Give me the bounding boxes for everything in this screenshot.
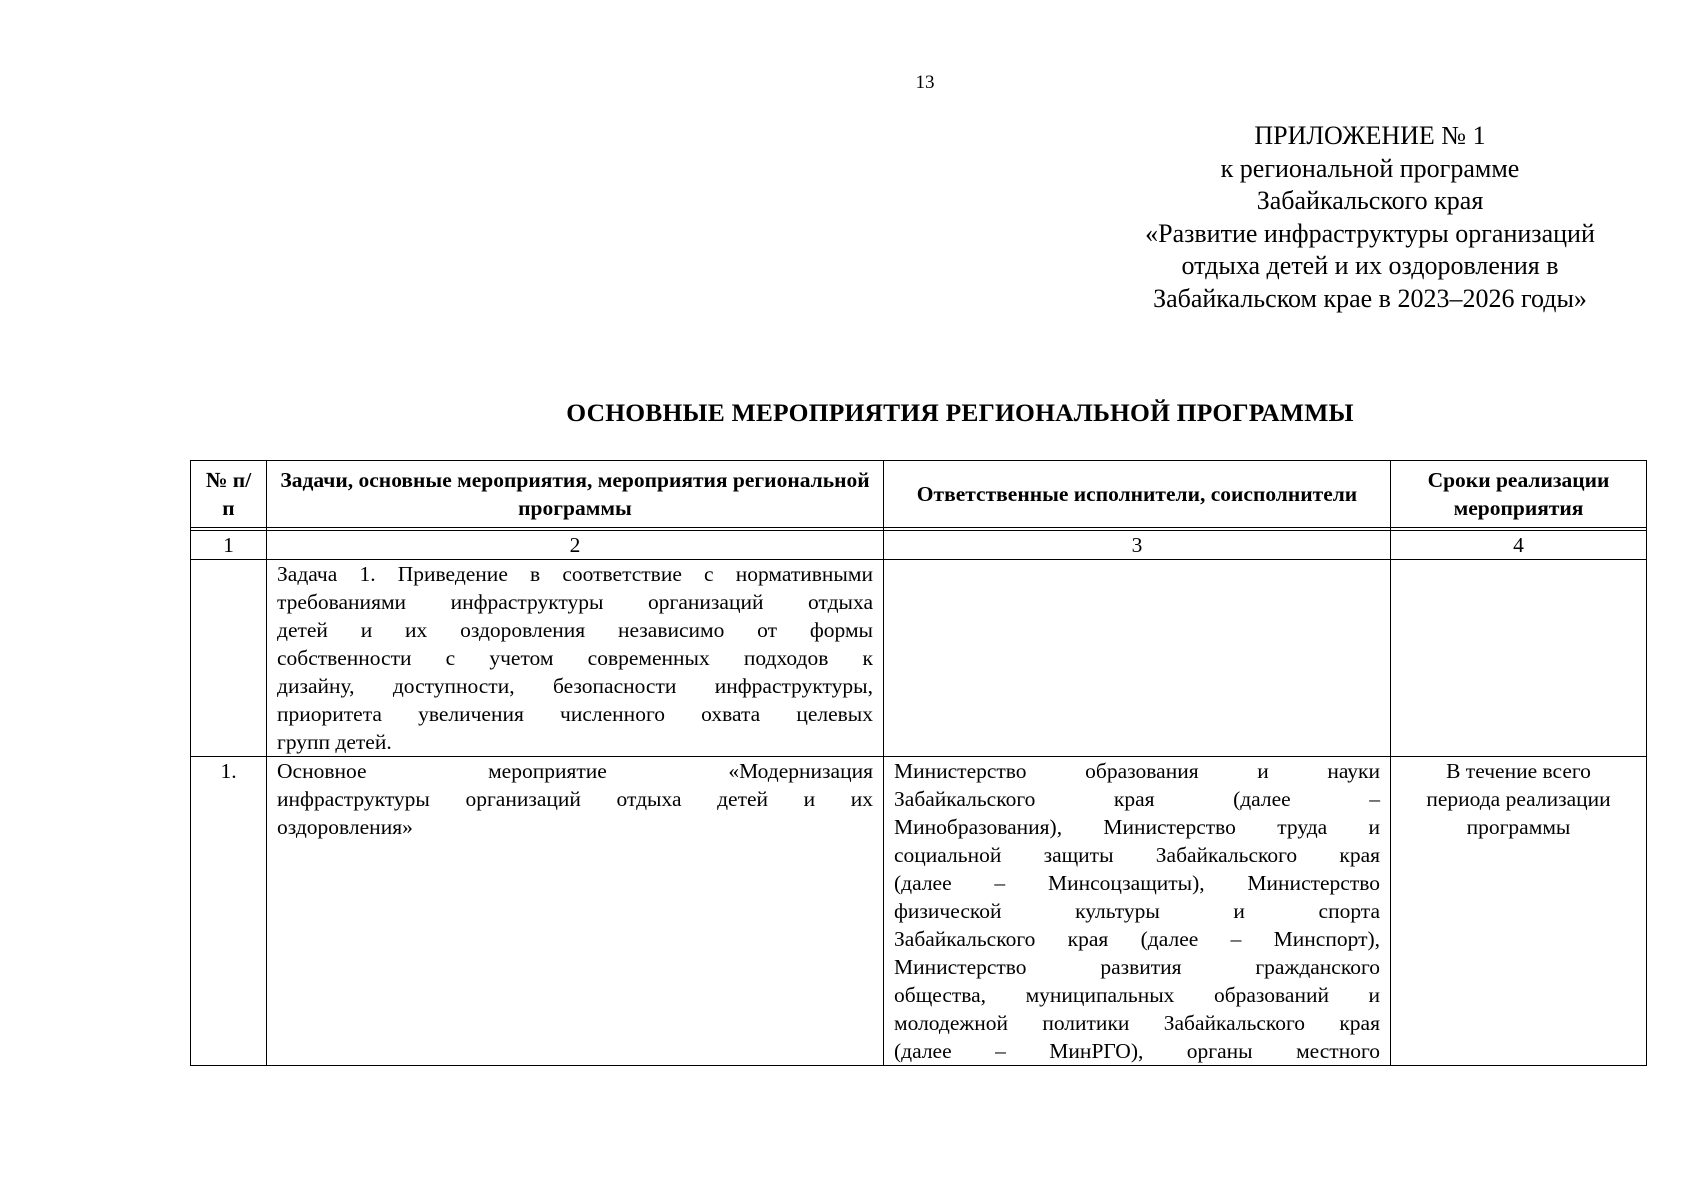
- task-line: требованиями инфраструктуры организаций отдыха: [277, 590, 873, 614]
- measure-description: [267, 757, 884, 1066]
- terms-line: В течение всего: [1446, 759, 1591, 783]
- executors-line: социальной защиты Забайкальского края: [894, 843, 1380, 867]
- table-row: [191, 560, 1647, 757]
- executors-line: Министерство образования и науки: [894, 759, 1380, 783]
- column-number: 3: [884, 531, 1391, 560]
- executors-line: молодежной политики Забайкальского края: [894, 1011, 1380, 1035]
- task-line: детей и их оздоровления независимо от формы: [277, 618, 873, 642]
- appendix-line: ПРИЛОЖЕНИЕ № 1: [1254, 121, 1486, 150]
- appendix-line: «Развитие инфраструктуры организаций: [1145, 218, 1595, 248]
- task-executors: [884, 560, 1391, 757]
- column-number: 2: [267, 531, 884, 560]
- row-num: [191, 560, 267, 757]
- measure-line: инфраструктуры организаций отдыха детей и их: [277, 787, 873, 811]
- executors-line: физической культуры и спорта: [894, 899, 1380, 923]
- terms-line: программы: [1466, 815, 1571, 839]
- column-number: 1: [191, 531, 267, 560]
- header-terms: Сроки реализации мероприятия: [1391, 461, 1647, 528]
- terms-line: периода реализации: [1426, 787, 1611, 811]
- task-line: дизайну, доступности, безопасности инфраструктуры,: [277, 674, 873, 698]
- task-line: групп детей.: [277, 730, 392, 754]
- table-header-row: [191, 461, 1647, 528]
- measure-executors: [884, 757, 1391, 1066]
- appendix-line: к региональной программе: [1220, 153, 1520, 183]
- appendix-header: [1130, 120, 1610, 315]
- measures-table: [190, 460, 1647, 1066]
- measure-line: оздоровления»: [277, 815, 413, 839]
- column-numbers-row: [191, 531, 1647, 560]
- measure-line: Основное мероприятие «Модернизация: [277, 759, 873, 783]
- executors-line: общества, муниципальных образований и: [894, 983, 1380, 1007]
- row-num: 1.: [191, 757, 267, 1066]
- document-title: ОСНОВНЫЕ МЕРОПРИЯТИЯ РЕГИОНАЛЬНОЙ ПРОГРАММЫ: [566, 398, 1354, 427]
- header-executors: Ответственные исполнители, соисполнители: [884, 461, 1391, 528]
- appendix-line: отдыха детей и их оздоровления в: [1181, 251, 1559, 280]
- appendix-line: Забайкальского края: [1256, 186, 1484, 215]
- header-num: № п/п: [191, 461, 267, 528]
- executors-line: Забайкальского края (далее –: [894, 787, 1380, 811]
- task-line: собственности с учетом современных подходов к: [277, 646, 873, 670]
- task-line: приоритета увеличения численного охвата целевых: [277, 702, 873, 726]
- task-line: Задача 1. Приведение в соответствие с нормативными: [277, 562, 873, 586]
- table-row: [191, 757, 1647, 1066]
- column-number: 4: [1391, 531, 1647, 560]
- executors-line: Минобразования), Министерство труда и: [894, 815, 1380, 839]
- task-description: [267, 560, 884, 757]
- appendix-line: Забайкальском крае в 2023–2026 годы»: [1153, 283, 1587, 313]
- executors-line: Министерство развития гражданского: [894, 955, 1380, 979]
- executors-line: (далее – МинРГО), органы местного: [894, 1039, 1380, 1063]
- measure-terms: [1391, 757, 1647, 1066]
- page-number: 13: [915, 72, 935, 93]
- header-tasks: Задачи, основные мероприятия, мероприятия региональной программы: [267, 461, 884, 528]
- executors-line: Забайкальского края (далее – Минспорт),: [894, 927, 1380, 951]
- executors-line: (далее – Минсоцзащиты), Министерство: [894, 871, 1380, 895]
- task-terms: [1391, 560, 1647, 757]
